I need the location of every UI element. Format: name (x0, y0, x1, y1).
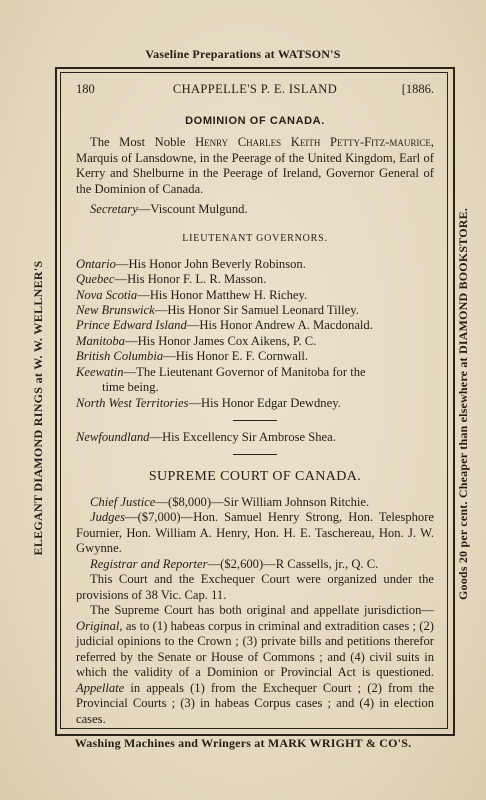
governor-name: —His Honor Matthew H. Richey. (137, 287, 308, 302)
province-name: Ontario (76, 256, 116, 271)
page-content (76, 76, 434, 727)
chief-text: —($8,000)—Sir William Johnson Ritchie. (155, 494, 370, 509)
secretary-text: —Viscount Mulgund. (137, 202, 248, 217)
right-advertisement: Goods 20 per cent. Cheaper than elsewhere at DIAMOND BOOKSTORE. (456, 207, 470, 601)
governor-entry (76, 334, 434, 349)
supreme-court-title: SUPREME COURT OF CANADA. (148, 469, 362, 485)
jurisdiction-text: The Supreme Court has both original and appellate jurisdiction— (90, 603, 434, 618)
newfoundland-label: Newfoundland (76, 429, 150, 444)
governor-name: —His Honor Sir Samuel Leonard Tilley. (154, 303, 359, 318)
province-name: Keewatin (76, 364, 124, 379)
governor-name-continuation: time being. (102, 380, 159, 395)
governor-name: —His Honor Edgar Dewdney. (188, 395, 341, 410)
page-number: 180 (76, 82, 95, 96)
governor-entry (76, 303, 434, 318)
newfoundland-text: —His Excellency Sir Ambrose Shea. (149, 429, 336, 444)
running-header (76, 82, 434, 104)
registrar-label: Registrar and Reporter (90, 556, 208, 571)
appellate-label: Appellate (76, 680, 125, 695)
governor-name: —His Honor James Cox Aikens, P. C. (124, 333, 317, 348)
province-name: Manitoba (76, 333, 125, 348)
header-year: [1886. (401, 82, 434, 96)
appellate-text: in appeals (1) from the Exchequer Court ; (2) from the Provincial Courts ; (3) in habeas Corpus cases ; and (4) in election cases. (76, 680, 434, 726)
governors-list (76, 257, 434, 411)
governor-name: Henry Charles Keith Petty-Fitz-maurice (195, 135, 431, 150)
secretary-label: Secretary (90, 202, 138, 217)
divider-rule (233, 420, 277, 421)
running-title: CHAPPELLE'S P. E. ISLAND (172, 82, 338, 96)
governor-general-paragraph (76, 135, 434, 197)
judges-line (76, 510, 434, 557)
intro-text-cont: , Marquis of Lansdowne, in the Peerage of the United Kingdom, Earl of Kerry and Shelburne in the Peerage of Ireland, Governor General of the Dominion of Canada. (76, 135, 434, 196)
province-name: New Brunswick (76, 303, 155, 318)
chief-justice-line (76, 495, 434, 511)
supreme-court-text (76, 495, 434, 728)
left-advertisement: ELEGANT DIAMOND RINGS at W. W. WELLNER'S (31, 260, 45, 556)
judges-text: —($7,000)—Hon. Samuel Henry Strong, Hon. Telesphore Fournier, Hon. William A. Henry, Hon. H. E. Taschereau, Hon. J. W. Gwynne. (76, 510, 434, 556)
bottom-advertisement: Washing Machines and Wringers at MARK WRIGHT & CO'S. (74, 736, 412, 750)
province-name: Prince Edward Island (76, 318, 187, 333)
registrar-line (76, 557, 434, 573)
secretary-line (76, 202, 434, 217)
governor-entry (76, 272, 434, 287)
judges-label: Judges (90, 510, 125, 525)
organized-line: This Court and the Exchequer Court were organized under the provisions of 38 Vic. Cap. 11. (76, 572, 434, 602)
chief-label: Chief Justice (90, 494, 156, 509)
governor-name: —His Honor Andrew A. Macdonald. (186, 318, 373, 333)
jurisdiction-paragraph (76, 603, 434, 727)
governor-name: —His Honor F. L. R. Masson. (114, 272, 267, 287)
province-name: Quebec (76, 272, 115, 287)
lieutenant-governors-title: LIEUTENANT GOVERNORS. (182, 233, 328, 245)
dominion-title: DOMINION OF CANADA. (185, 115, 325, 127)
registrar-text: —($2,600)—R Cassells, jr., Q. C. (207, 556, 379, 571)
province-name: North West Territories (76, 395, 189, 410)
governor-name: —His Honor John Beverly Robinson. (115, 256, 306, 271)
top-advertisement: Vaseline Preparations at WATSON'S (145, 47, 341, 61)
governor-entry (76, 365, 434, 396)
original-label: Original (76, 618, 120, 633)
governor-entry (76, 396, 434, 411)
intro-text: The Most Noble (90, 135, 196, 150)
jurisdiction-text-cont: , as to (1) habeas corpus in criminal and extradition cases ; (2) judicial opinions to the Crown ; (3) private bills and petitions therefor referred by the Senate or House of Commons ; and (4) civil suits in which the validity of a Dominion or Provincial Act is questioned. (76, 618, 434, 680)
governor-name: —His Honor E. F. Cornwall. (163, 349, 308, 364)
governor-entry (76, 318, 434, 333)
governor-name: —The Lieutenant Governor of Manitoba for the (123, 364, 366, 379)
newfoundland-line (76, 430, 434, 445)
governor-entry (76, 288, 434, 303)
governor-entry (76, 257, 434, 272)
province-name: British Columbia (76, 349, 164, 364)
divider-rule-2 (233, 454, 277, 455)
governor-entry (76, 349, 434, 364)
province-name: Nova Scotia (76, 287, 138, 302)
